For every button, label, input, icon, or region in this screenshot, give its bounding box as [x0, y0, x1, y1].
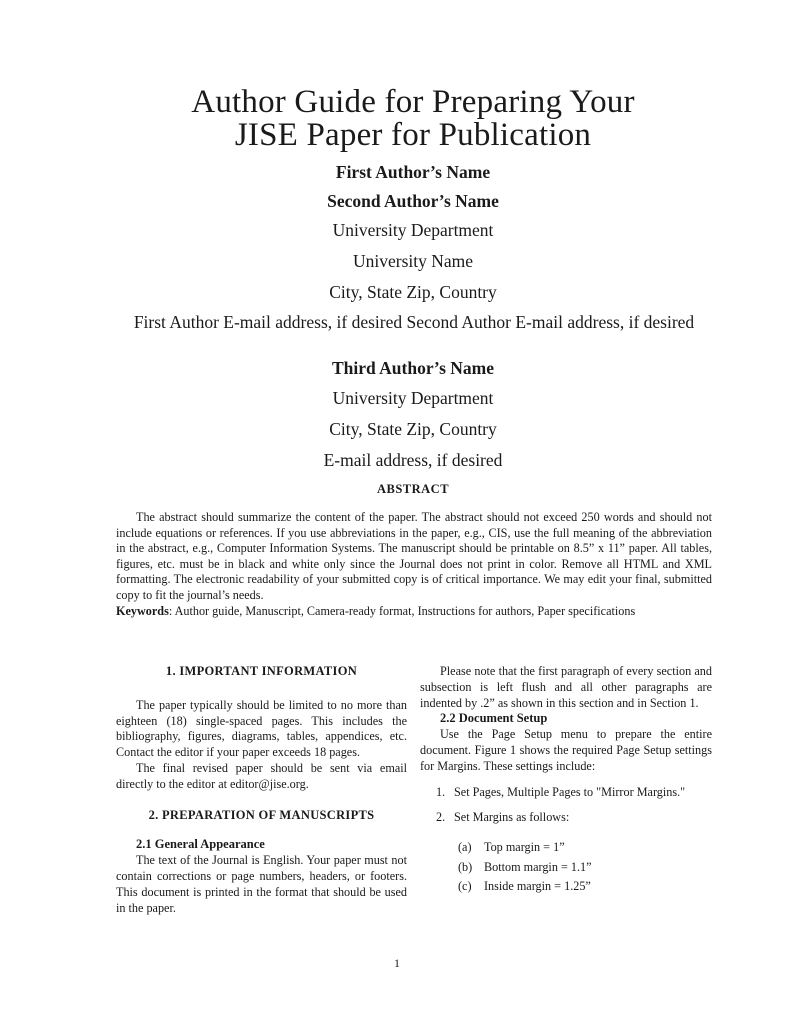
section-1-paragraph-2: The final revised paper should be sent via email directly to the editor at editor@jise.org. — [116, 760, 407, 791]
section-1-heading: 1. IMPORTANT INFORMATION — [165, 664, 358, 678]
section-2-1-paragraph-2: Please note that the first paragraph of every section and subsection is left flush and all other paragraphs are indented by .2” as shown in this section and in Section 1. — [420, 664, 712, 710]
affiliation-1-department: University Department — [332, 220, 494, 240]
affiliation-2-department: University Department — [332, 388, 494, 408]
sublist-item-text: Top margin = 1” — [484, 840, 565, 855]
section-1-paragraph-1: The paper typically should be limited to no more than eighteen (18) single-spaced pages. This includes the bibliography, figures, diagrams, tables, appendices, etc. Contact the editor if your paper exceeds 18 pages. — [116, 697, 407, 760]
list-item-number: 2. — [436, 810, 446, 825]
title-line-1: Author Guide for Preparing Your — [191, 84, 635, 120]
keywords-text: : Author guide, Manuscript, Camera-ready format, Instructions for authors, Paper specifications — [168, 603, 636, 618]
page-number: 1 — [394, 956, 400, 970]
title-line-2: JISE Paper for Publication — [234, 117, 592, 153]
left-column — [116, 664, 407, 916]
abstract-heading: ABSTRACT — [376, 482, 450, 496]
section-2-2-paragraph-1: Use the Page Setup menu to prepare the entire document. Figure 1 shows the required Page Setup settings for Margins. These settings include: — [420, 727, 712, 773]
section-2-1-paragraph-1: The text of the Journal is English. Your paper must not contain corrections or page numbers, headers, or footers. This document is printed in the format that should be used in the paper. — [116, 853, 407, 915]
list-item-number: 1. — [436, 784, 446, 799]
abstract — [116, 510, 712, 619]
sublist-item-label: (a) — [458, 840, 472, 855]
paper-title — [110, 86, 716, 152]
sublist-item-text: Bottom margin = 1.1” — [484, 859, 592, 874]
setup-list — [420, 785, 712, 827]
affiliation-1-email: First Author E-mail address, if desired Second Author E-mail address, if desired — [133, 312, 695, 332]
sublist-item — [420, 838, 712, 858]
sublist-item — [420, 858, 712, 878]
third-author-name: Third Author’s Name — [331, 358, 495, 378]
section-2-2-heading: 2.2 Document Setup — [440, 711, 548, 726]
section-2-1-heading: 2.1 General Appearance — [136, 837, 265, 852]
second-author-name: Second Author’s Name — [327, 191, 499, 211]
sublist-item-label: (b) — [458, 859, 473, 874]
keywords-label: Keywords — [116, 603, 169, 618]
section-2-heading: 2. PREPARATION OF MANUSCRIPTS — [148, 807, 375, 822]
keywords — [116, 604, 712, 620]
list-item — [420, 810, 712, 826]
list-item-text: Set Pages, Multiple Pages to "Mirror Margins." — [454, 784, 686, 799]
affiliation-2-email: E-mail address, if desired — [323, 450, 503, 470]
right-column — [420, 664, 712, 897]
abstract-text: The abstract should summarize the content of the paper. The abstract should not exceed 250 words and should not include equations or references. If you use abbreviations in the paper, e.g., CIS, use the full meaning of the abbreviation in the abstract, e.g., Computer Information Systems. The manuscript should be printable on 8.5” x 11” paper. All tables, figures, etc. must be in black and white only since the Journal does not print in color. Remove all HTML and XML formatting. The electronic readability of your submitted copy is of critical importance. We may edit your final, submitted copy to fit the journal’s needs. — [116, 510, 712, 602]
affiliation-1-university: University Name — [352, 251, 474, 271]
affiliation-2-location: City, State Zip, Country — [329, 419, 497, 439]
first-author-name: First Author’s Name — [335, 162, 491, 182]
affiliation-1-location: City, State Zip, Country — [329, 282, 497, 302]
list-item-text: Set Margins as follows: — [454, 810, 570, 825]
list-item — [420, 785, 712, 801]
margins-sublist — [420, 838, 712, 897]
sublist-item-label: (c) — [458, 879, 472, 894]
sublist-item — [420, 877, 712, 897]
sublist-item-text: Inside margin = 1.25” — [484, 879, 591, 894]
